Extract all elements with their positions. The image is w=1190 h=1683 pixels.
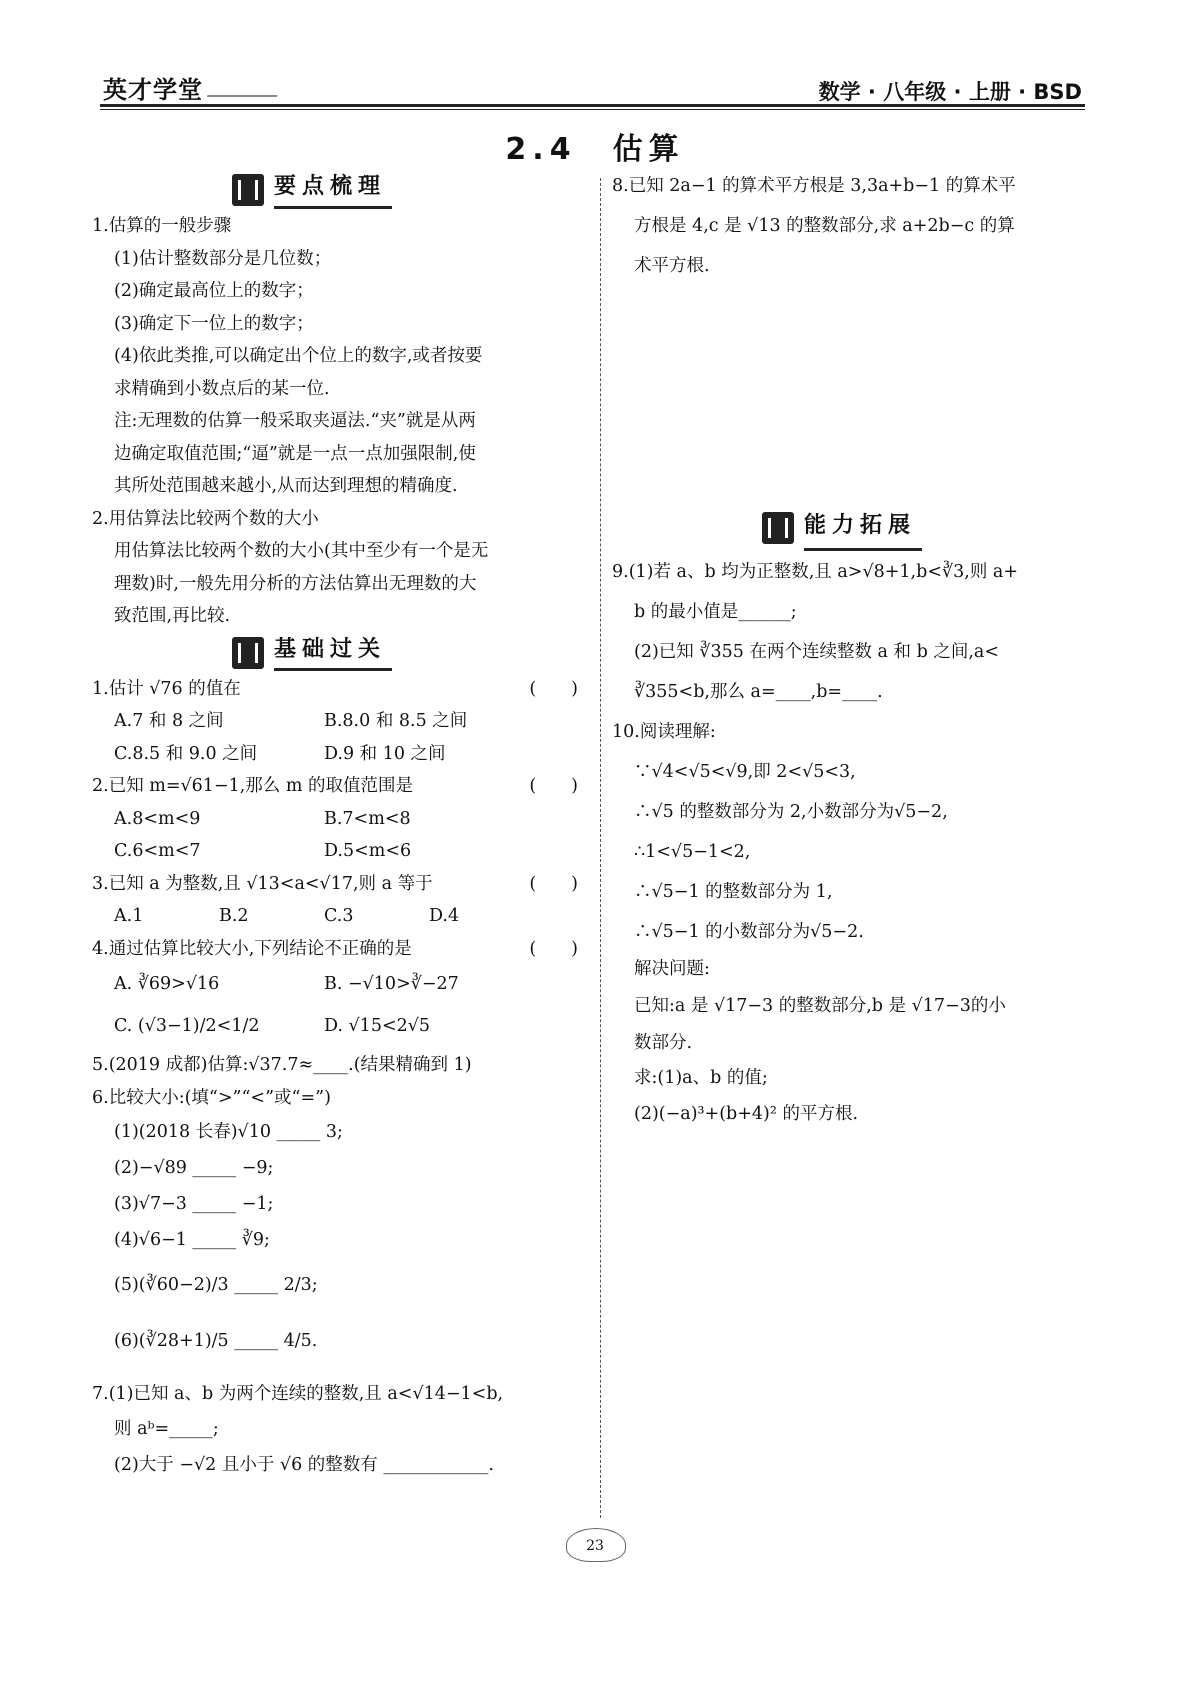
column-divider (600, 178, 601, 1518)
question-10-line: ∴√5−1 的小数部分为√5−2. (634, 922, 864, 942)
text-line: 1.估算的一般步骤 (92, 216, 232, 236)
question-2: 2.已知 m=√61−1,那么 m 的取值范围是 ( ) (92, 776, 578, 796)
logo-wing-icon (207, 85, 281, 97)
question-10-line: ∴√5−1 的整数部分为 1, (634, 882, 833, 902)
question-7: 7.(1)已知 a、b 为两个连续的整数,且 a<√14−1<b, (92, 1384, 504, 1404)
question-10-line: (2)(−a)³+(b+4)² 的平方根. (634, 1104, 859, 1124)
note-line: 注:无理数的估算一般采取夹逼法.“夹”就是从两 (114, 411, 476, 431)
section-header-basics (92, 633, 578, 673)
question-6-item: (5)(∛60−2)/3 _____ 2/3; (114, 1275, 318, 1295)
question-10-line: 已知:a 是 √17−3 的整数部分,b 是 √17−3的小 (634, 996, 1006, 1016)
question-5: 5.(2019 成都)估算:√37.7≈____.(结果精确到 1) (92, 1055, 472, 1075)
page-title: 2.4 估算 (505, 132, 685, 167)
text-line: 理数)时,一般先用分析的方法估算出无理数的大 (114, 573, 477, 594)
question-2-options: C.6<m<7 D.5<m<6 (114, 841, 412, 861)
question-7-line: 则 aᵇ=_____; (114, 1418, 219, 1439)
question-8-line: 术平方根. (634, 256, 710, 276)
question-1: 1.估计 √76 的值在 ( ) (92, 678, 578, 699)
note-line: 其所处范围越来越小,从而达到理想的精确度. (114, 476, 458, 496)
question-4-options: C. (√3−1)/2<1/2 D. √15<2√5 (114, 1016, 431, 1036)
question-4-options: A. ∛69>√16 B. −√10>∛−27 (114, 974, 459, 994)
section-header-extension (612, 508, 1092, 548)
text-line: 2.用估算法比较两个数的大小 (92, 508, 319, 529)
text-line: (4)依此类推,可以确定出个位上的数字,或者按要 (114, 346, 483, 366)
text-line: (3)确定下一位上的数字； (114, 313, 314, 334)
question-6-item: (4)√6−1 _____ ∛9; (114, 1230, 270, 1250)
section-header-key-points (92, 170, 578, 210)
text-line: (2)确定最高位上的数字； (114, 281, 314, 301)
question-9-line: ∛355<b,那么 a=____,b=____. (634, 682, 883, 702)
question-6-item: (6)(∛28+1)/5 _____ 4/5. (114, 1331, 318, 1351)
header-rule (100, 104, 1085, 107)
question-4: 4.通过估算比较大小,下列结论不正确的是 ( ) (92, 938, 578, 959)
question-6-item: (3)√7−3 _____ −1; (114, 1194, 274, 1214)
question-1-options: A.7 和 8 之间 B.8.0 和 8.5 之间 (114, 711, 468, 731)
question-6-item: (1)(2018 长春)√10 _____ 3; (114, 1122, 343, 1142)
question-9-line: b 的最小值是______; (634, 602, 797, 622)
text-line: (1)估计整数部分是几位数； (114, 248, 332, 269)
question-7-line: (2)大于 −√2 且小于 √6 的整数有 ____________. (114, 1454, 494, 1475)
question-8-line: 方根是 4,c 是 √13 的整数部分,求 a+2b−c 的算 (634, 216, 1015, 236)
subject-label: 数学 · 八年级 · 上册 · BSD (818, 80, 1082, 104)
section-title: 能力拓展 (804, 506, 922, 551)
question-10-line: ∵√4<√5<√9,即 2<√5<3, (634, 762, 856, 782)
text-line: 用估算法比较两个数的大小(其中至少有一个是无 (114, 541, 489, 561)
question-10-line: 数部分. (634, 1033, 693, 1053)
stacked-books-icon (232, 637, 264, 669)
question-10-line: 求:(1)a、b 的值; (634, 1068, 768, 1088)
question-3: 3.已知 a 为整数,且 √13<a<√17,则 a 等于 ( ) (92, 873, 578, 894)
question-9: 9.(1)若 a、b 均为正整数,且 a>√8+1,b<∛3,则 a+ (612, 562, 1018, 582)
question-9-line: (2)已知 ∛355 在两个连续整数 a 和 b 之间,a< (634, 642, 1000, 662)
right-column (612, 166, 1092, 1132)
section-title: 基础过关 (274, 634, 392, 672)
books-icon (232, 174, 264, 206)
question-6: 6.比较大小:(填“>”“<”或“=”) (92, 1087, 331, 1108)
question-2-options: A.8<m<9 B.7<m<8 (114, 808, 411, 829)
question-1-options: C.8.5 和 9.0 之间 D.9 和 10 之间 (114, 743, 446, 764)
note-line: 边确定取值范围;“逼”就是一点一点加强限制,使 (114, 443, 476, 464)
magnifier-icon (762, 512, 794, 544)
question-10-line: ∴√5 的整数部分为 2,小数部分为√5−2, (634, 802, 948, 822)
header-rule-thin (100, 109, 1085, 110)
brand-logo: 英才学堂 (103, 70, 279, 105)
text-line: 致范围,再比较. (114, 606, 231, 626)
question-10-line: 解决问题: (634, 959, 710, 979)
text-line: 求精确到小数点后的某一位. (114, 378, 330, 399)
question-3-options: A.1 B.2 C.3 D.4 (114, 906, 460, 926)
left-column (92, 170, 578, 1483)
page-number: 23 (586, 1538, 604, 1554)
question-8: 8.已知 2a−1 的算术平方根是 3,3a+b−1 的算术平 (612, 176, 1016, 196)
question-10: 10.阅读理解: (612, 722, 716, 742)
question-10-line: ∴1<√5−1<2, (634, 842, 751, 862)
section-title: 要点梳理 (274, 171, 392, 209)
question-6-item: (2)−√89 _____ −9; (114, 1158, 274, 1178)
